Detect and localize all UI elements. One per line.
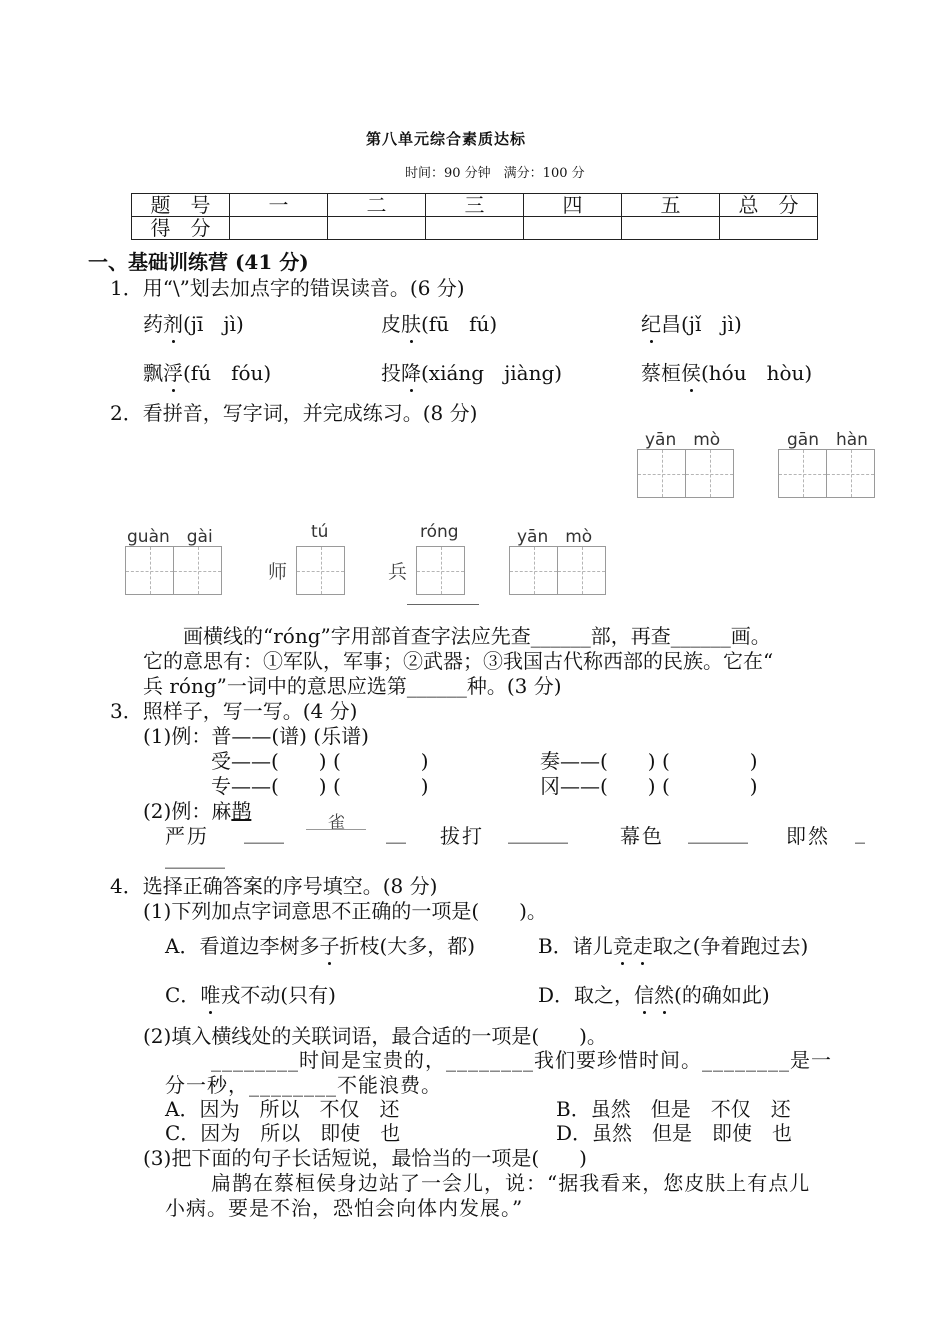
example-line: (2)例：麻鹊 — [143, 799, 252, 823]
q1-item: 蔡桓侯(hóu hòu) — [641, 357, 812, 386]
question-stem: 3．照样子，写一写。(4 分) — [110, 699, 358, 723]
table-header-cell: 二 — [328, 194, 426, 217]
underline-mark — [306, 829, 366, 830]
answer-blank[interactable]: ______ — [165, 845, 225, 869]
page-title: 第八单元综合素质达标 — [366, 130, 527, 148]
q1-item: 投降(xiáng jiàng) — [381, 357, 562, 386]
answer-line[interactable]: 受——( ) ( ) — [211, 749, 429, 773]
score-table — [131, 193, 818, 240]
answer-blank[interactable]: _ — [855, 820, 865, 844]
answer-blank[interactable]: __ — [386, 820, 406, 844]
table-header-cell: 五 — [622, 194, 720, 217]
passage-line: 扁鹊在蔡桓侯身边站了一会儿，说：“据我看来，您皮肤上有点儿 — [211, 1171, 811, 1195]
given-char: 师 — [268, 561, 288, 583]
table-row-label: 得 分 — [132, 217, 230, 240]
section-title: 一、基础训练营 (41 分) — [88, 250, 309, 274]
writing-grid[interactable] — [778, 449, 875, 498]
score-cell[interactable] — [230, 217, 328, 240]
passage-line: ________时间是宝贵的，________我们要珍惜时间。________是一 — [211, 1048, 832, 1072]
answer-line[interactable]: 奏——( ) ( ) — [540, 749, 758, 773]
correction-note: 雀 — [328, 813, 345, 833]
answer-blank[interactable]: ______ — [508, 820, 568, 844]
word-item: 幕色 — [620, 824, 664, 848]
word-item: 拔打 — [440, 824, 484, 848]
option-b[interactable]: B．诸儿竞走取之(争着跑过去) — [538, 930, 808, 959]
option-a[interactable]: A．因为 所以 不仅 还 — [165, 1097, 400, 1121]
q1-item: 纪昌(jǐ jì) — [641, 308, 742, 337]
sub-question: (3)把下面的句子长话短说，最恰当的一项是( ) — [143, 1146, 587, 1170]
paragraph: 它的意思有：①军队，军事；②武器；③我国古代称西部的民族。它在“ — [143, 649, 774, 673]
option-b[interactable]: B．虽然 但是 不仅 还 — [556, 1097, 791, 1121]
word-item: 即然 — [786, 824, 830, 848]
sub-question: (1)下列加点字词意思不正确的一项是( )。 — [143, 899, 547, 923]
q1-item: 皮肤(fū fú) — [381, 308, 497, 337]
writing-grid[interactable] — [416, 546, 465, 595]
question-stem: 4．选择正确答案的序号填空。(8 分) — [110, 874, 438, 898]
table-header-cell: 三 — [426, 194, 524, 217]
table-header-cell: 总 分 — [720, 194, 818, 217]
passage-line: 分一秒，________不能浪费。 — [165, 1073, 442, 1097]
underline-mark — [407, 604, 479, 605]
word-item: 严历 — [165, 824, 209, 848]
pinyin-label: yān mò — [645, 430, 721, 450]
table-header-cell: 题 号 — [132, 194, 230, 217]
writing-grid[interactable] — [509, 546, 606, 595]
pinyin-label: yān mò — [517, 527, 593, 547]
pinyin-label: róng — [420, 522, 459, 542]
option-a[interactable]: A．看道边李树多子折枝(大多，都) — [165, 930, 475, 959]
option-c[interactable]: C．唯戎不动(只有) — [165, 979, 336, 1008]
pinyin-label: gān hàn — [787, 430, 868, 450]
writing-grid[interactable] — [125, 546, 222, 595]
answer-line[interactable]: 专——( ) ( ) — [211, 774, 429, 798]
question-stem: 2．看拼音，写字词，并完成练习。(8 分) — [110, 401, 478, 425]
example-line: (1)例：普——(谱) (乐谱) — [143, 724, 369, 748]
sub-question: (2)填入横线处的关联词语，最合适的一项是( )。 — [143, 1024, 607, 1048]
writing-grid[interactable] — [296, 546, 345, 595]
option-d[interactable]: D．取之，信然(的确如此) — [538, 979, 770, 1008]
score-cell[interactable] — [720, 217, 818, 240]
passage-line: 小病。要是不治，恐怕会向体内发展。” — [165, 1196, 524, 1220]
table-header-cell: 一 — [230, 194, 328, 217]
table-header-cell: 四 — [524, 194, 622, 217]
q1-item: 飘浮(fú fóu) — [143, 357, 271, 386]
pinyin-label: tú — [311, 522, 329, 542]
score-cell[interactable] — [426, 217, 524, 240]
score-cell[interactable] — [328, 217, 426, 240]
answer-blank[interactable]: ____ — [244, 820, 284, 844]
exam-meta: 时间：90 分钟 满分：100 分 — [405, 166, 585, 181]
answer-blank[interactable]: ______ — [688, 820, 748, 844]
q1-item: 药剂(jī jì) — [143, 308, 244, 337]
question-stem: 1．用“\”划去加点字的错误读音。(6 分) — [110, 276, 465, 300]
pinyin-label: guàn gài — [127, 527, 213, 547]
answer-line[interactable]: 冈——( ) ( ) — [540, 774, 758, 798]
paragraph: 兵 róng”一词中的意思应选第______种。(3 分) — [143, 674, 562, 698]
option-c[interactable]: C．因为 所以 即使 也 — [165, 1121, 401, 1145]
writing-grid[interactable] — [637, 449, 734, 498]
paragraph: 画横线的“róng”字用部首查字法应先查______部，再查______画。 — [143, 624, 771, 648]
score-cell[interactable] — [622, 217, 720, 240]
score-cell[interactable] — [524, 217, 622, 240]
given-char: 兵 — [388, 561, 408, 583]
option-d[interactable]: D．虽然 但是 即使 也 — [556, 1121, 793, 1145]
